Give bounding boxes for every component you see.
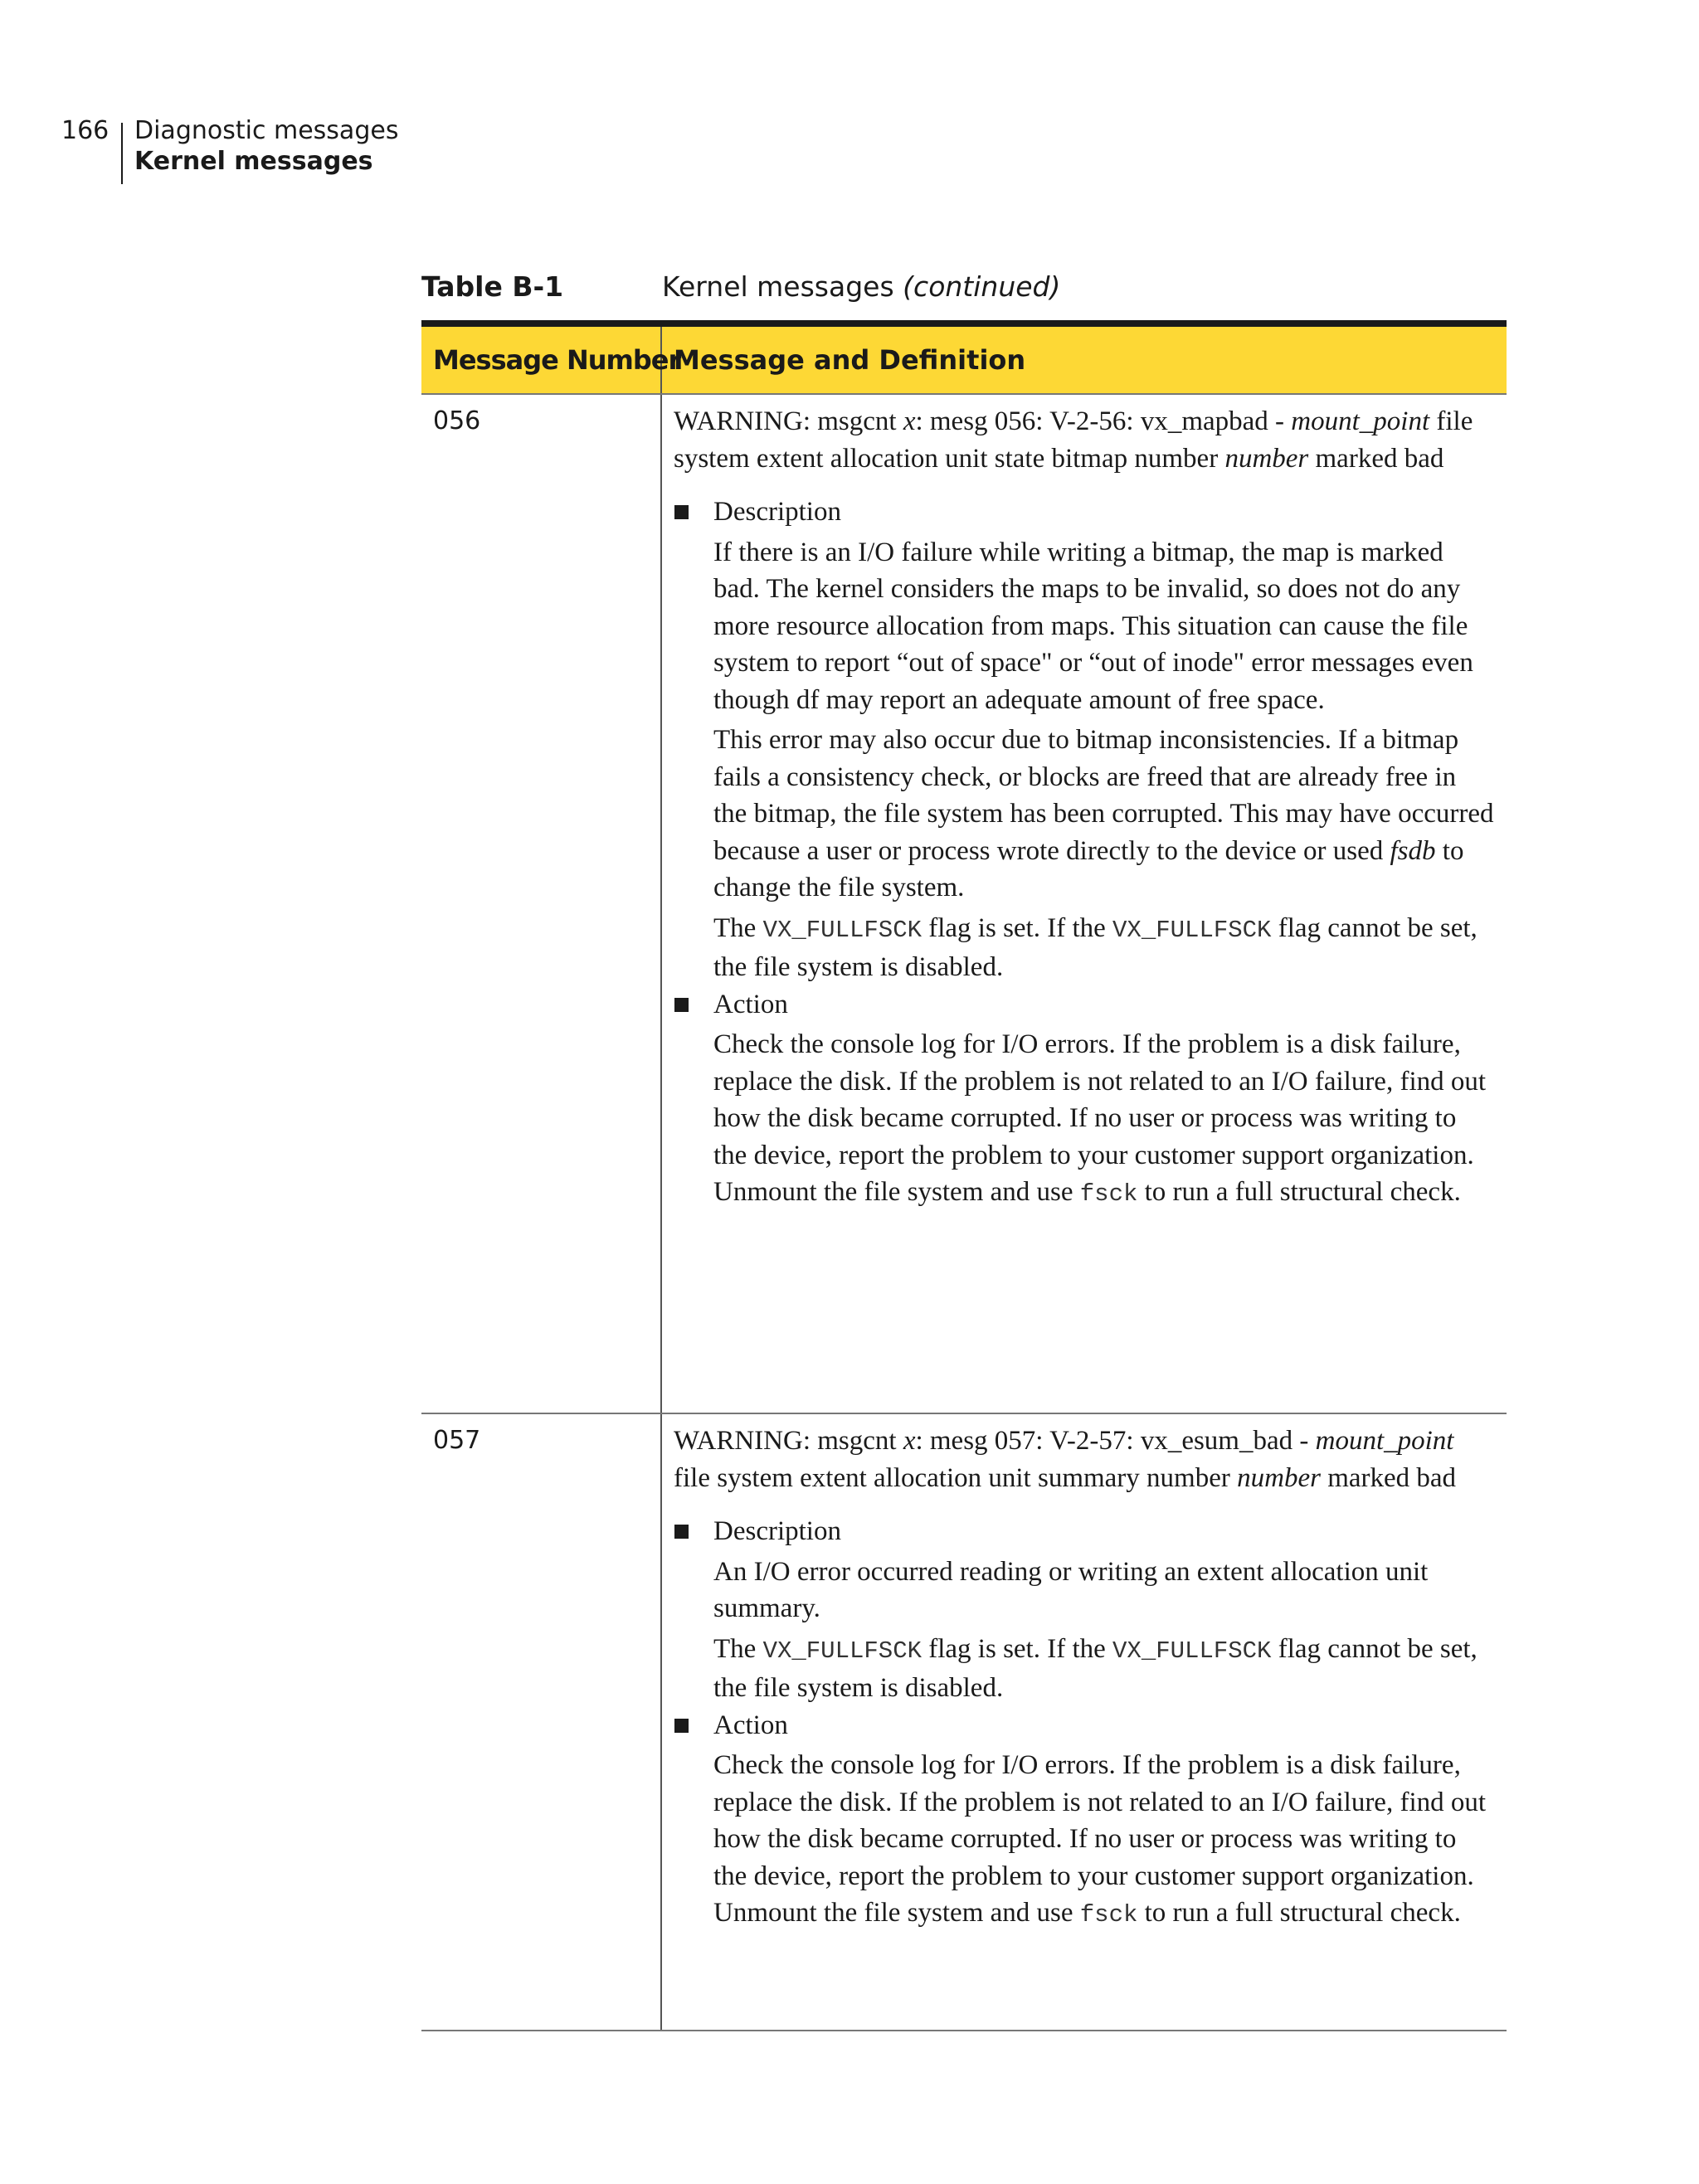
table-row xyxy=(421,1414,1507,2031)
table-top-rule xyxy=(421,320,1507,327)
action-label: Action xyxy=(713,1710,788,1740)
description-paragraph: This error may also occur due to bitmap inconsistencies. If a bitmap fails a consistency check, or blocks are freed that are already free in the bitmap, the file system has been corrupted. This may have occurred because a user or process wrote directly to the device or used fsdb to change the file system. xyxy=(713,725,1494,902)
description-label: Description xyxy=(713,1516,841,1546)
message-text: WARNING: msgcnt x: mesg 057: V-2-57: vx_esum_bad - mount_point file system extent allocation unit summary number number marked bad xyxy=(674,1426,1457,1493)
header-divider xyxy=(121,123,123,184)
table-label: Table B-1 xyxy=(421,270,564,303)
description-paragraph: An I/O error occurred reading or writing an extent allocation unit summary. xyxy=(713,1556,1429,1623)
action-paragraph: Check the console log for I/O errors. If the problem is a disk failure, replace the disk. If the problem is not related to an I/O failure, find out how the disk became corrupted. If no user or process was writing to the device, report the problem to your customer support organization. Unmount the file system and use fsck to run a full structural check. xyxy=(713,1029,1487,1208)
description-paragraph: If there is an I/O failure while writing a bitmap, the map is marked bad. The kernel considers the maps to be invalid, so does not do any more resource allocation from maps. This situation can cause the file system to report “out of space" or “out of inode" error messages even though df may report an adequate amount of free space. xyxy=(713,537,1473,715)
header-section-title: Diagnostic messages xyxy=(134,116,399,145)
description-item xyxy=(674,494,1495,986)
table-title xyxy=(662,270,1060,303)
square-bullet-icon xyxy=(674,505,689,519)
table-caption xyxy=(421,270,1507,307)
table-header-row xyxy=(421,327,1507,395)
kernel-messages-table xyxy=(421,320,1507,2031)
action-paragraph: Check the console log for I/O errors. If the problem is a disk failure, replace the disk. If the problem is not related to an I/O failure, find out how the disk became corrupted. If no user or process was writing to the device, report the problem to your customer support organization. Unmount the file system and use fsck to run a full structural check. xyxy=(713,1750,1487,1929)
message-text: WARNING: msgcnt x: mesg 056: V-2-56: vx_mapbad - mount_point file system extent allocation unit state bitmap number number marked bad xyxy=(674,406,1473,474)
table-title-text: Kernel messages xyxy=(662,270,894,303)
square-bullet-icon xyxy=(674,1525,689,1539)
action-item xyxy=(674,1707,1495,1934)
description-item xyxy=(674,1513,1495,1707)
header-message-number: Message Number xyxy=(421,327,662,393)
description-paragraph: The VX_FULLFSCK flag is set. If the VX_FULLFSCK flag cannot be set, the file system is disabled. xyxy=(713,1633,1477,1703)
message-number: 057 xyxy=(421,1414,662,2030)
message-definition xyxy=(662,395,1507,1413)
action-item xyxy=(674,986,1495,1214)
table-continued: (continued) xyxy=(903,270,1061,303)
description-label: Description xyxy=(713,497,841,527)
square-bullet-icon xyxy=(674,998,689,1012)
action-label: Action xyxy=(713,989,788,1019)
table-row xyxy=(421,395,1507,1414)
message-definition xyxy=(662,1414,1507,2030)
header-message-definition: Message and Definition xyxy=(674,344,1026,376)
header-chapter-title: Kernel messages xyxy=(134,147,373,176)
square-bullet-icon xyxy=(674,1719,689,1733)
message-number: 056 xyxy=(421,395,662,1413)
page-number: 166 xyxy=(61,116,110,145)
description-paragraph: The VX_FULLFSCK flag is set. If the VX_FULLFSCK flag cannot be set, the file system is disabled. xyxy=(713,912,1477,982)
